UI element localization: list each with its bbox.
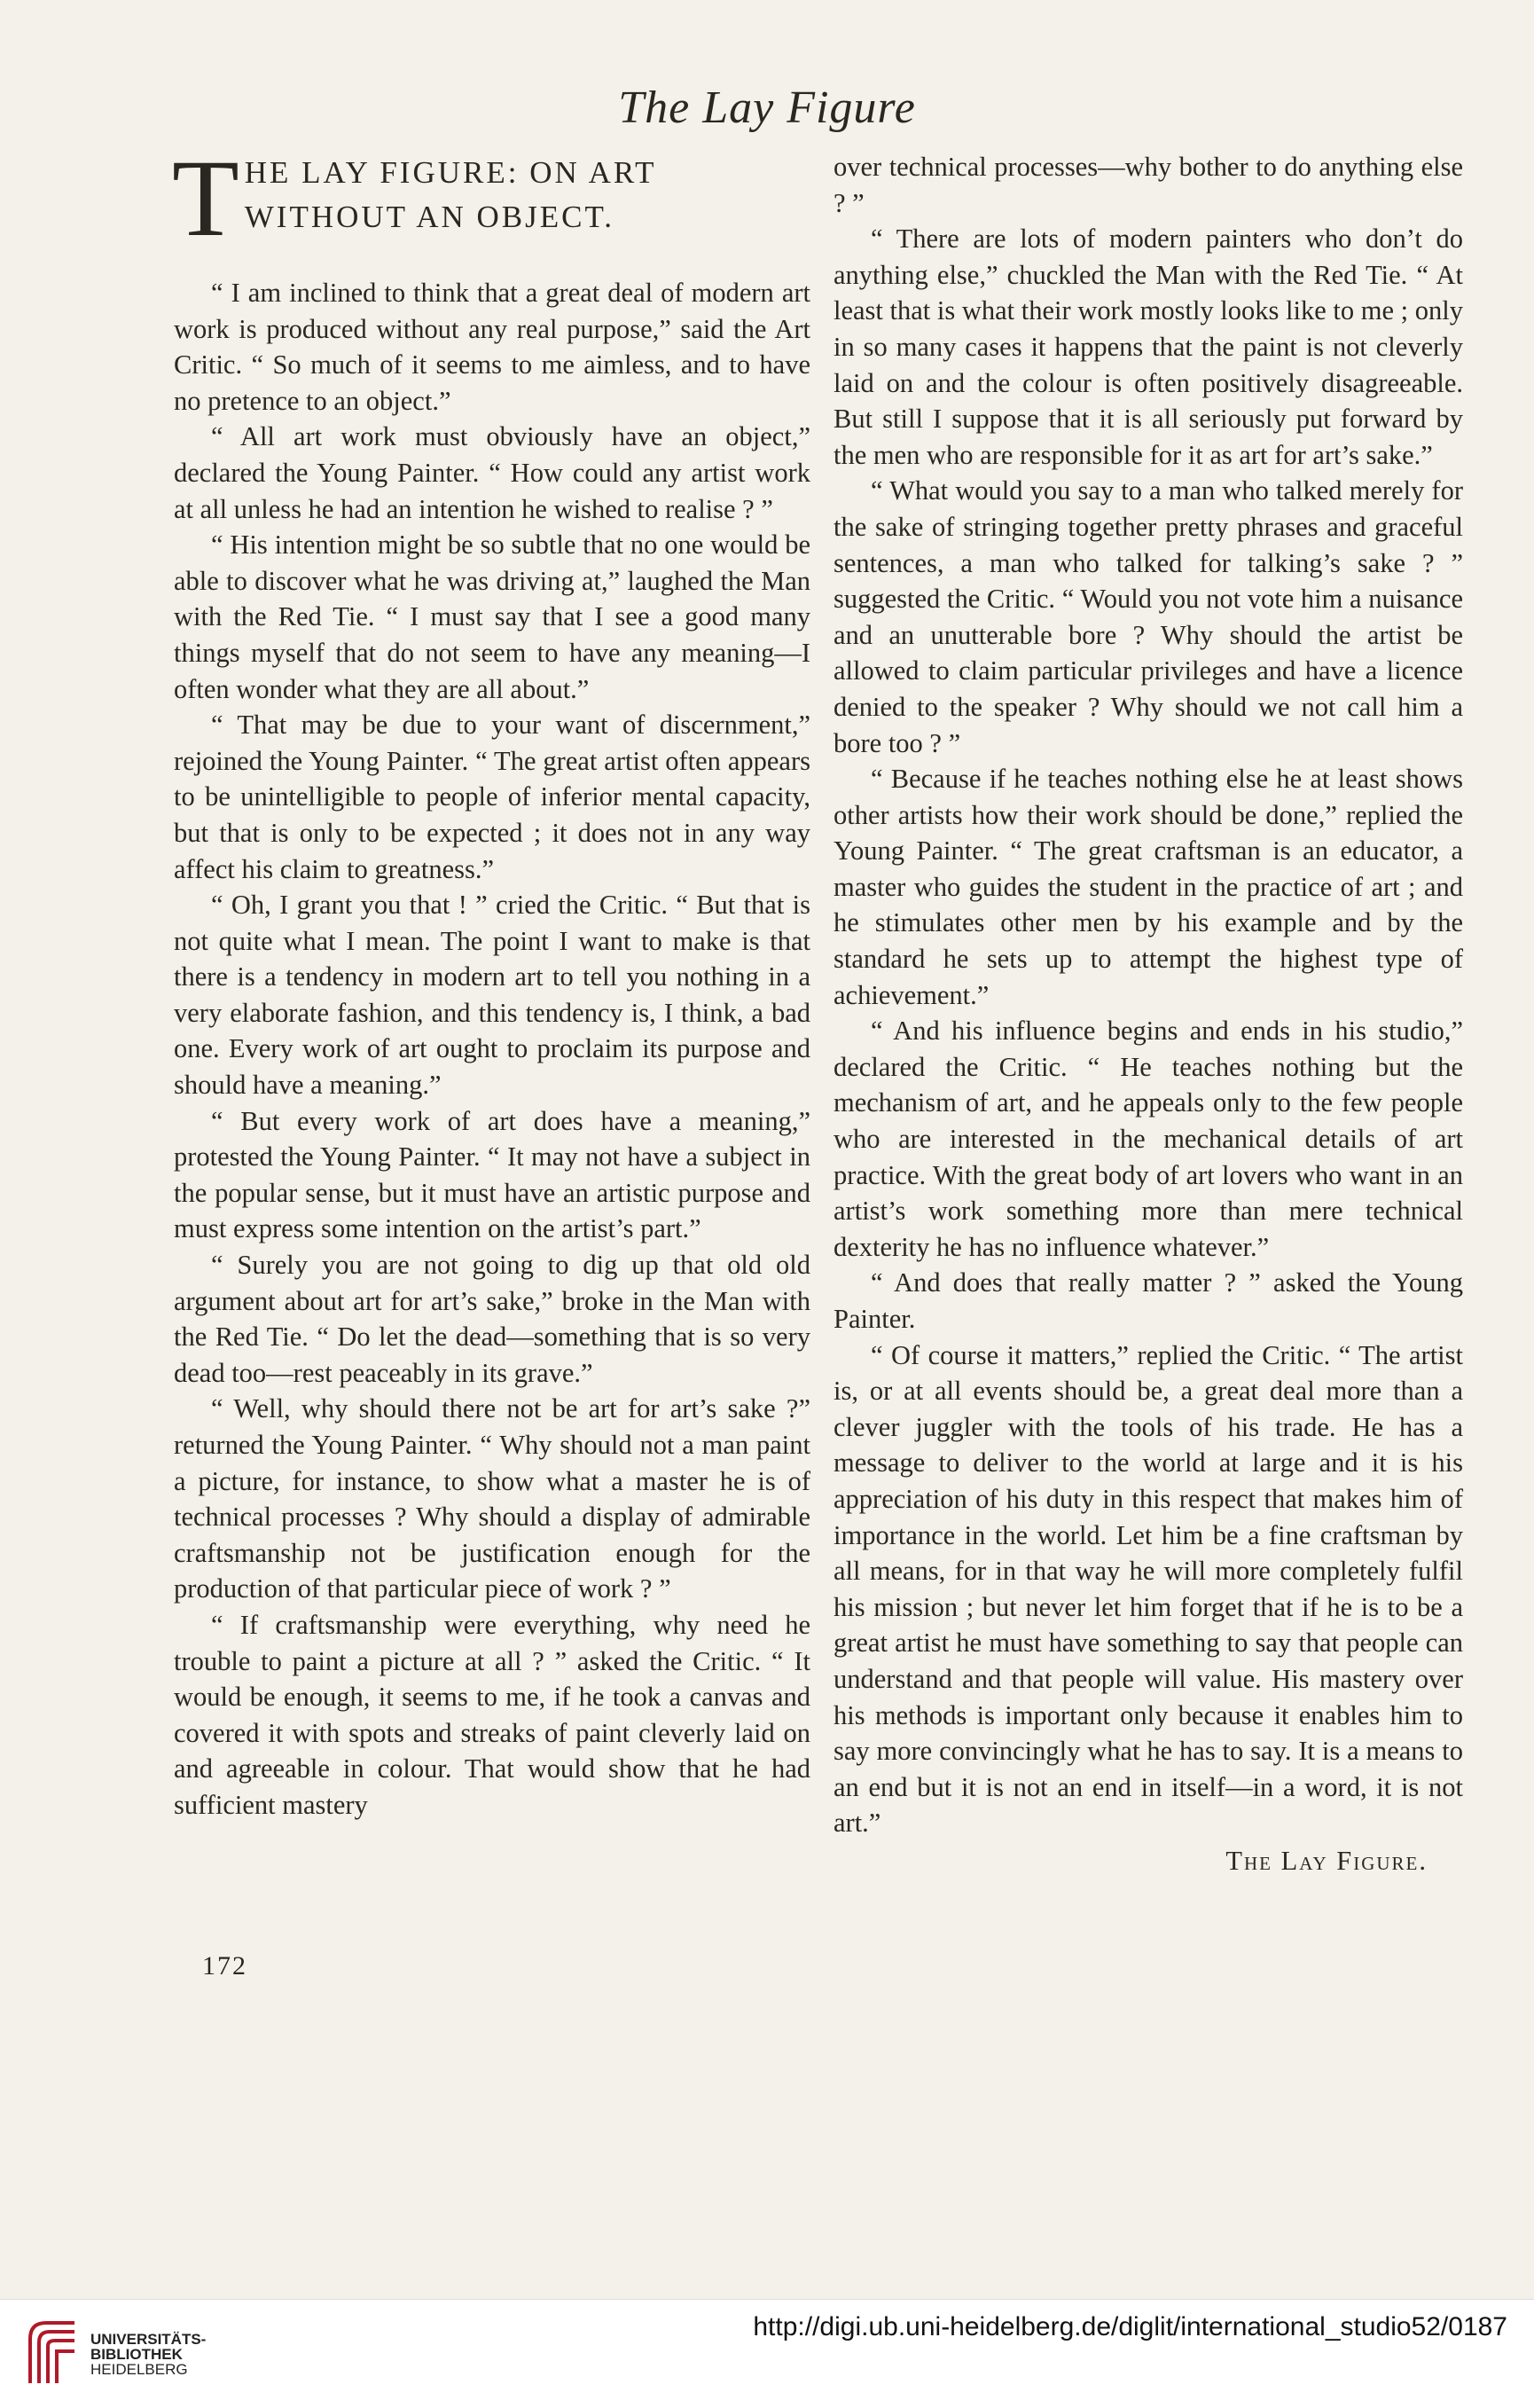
paragraph: “ And his influence begins and ends in his studio,” declared the Critic. “ He teaches nothing but the mechanism of art, and he appeals only to the few people who are interested in the mechanical details of art practice. With the great body of art lovers who want in an artist’s work something more than mere technical dexterity he has no influence whatever.” [834, 1016, 1463, 1262]
source-url-link[interactable]: http://digi.ub.uni-heidelberg.de/diglit/international_studio52/0187 [753, 2312, 1507, 2341]
paragraph: “ I am inclined to think that a great deal of modern art work is produced without any real purpose,” said the Art Critic. “ So much of it seems to me aimless, and to have no pretence to an object.” [174, 278, 810, 416]
paragraph: “ But every work of art does have a meaning,” protested the Young Painter. “ It may not have a subject in the popular sense, but it must have an artistic purpose and must express some intention on the artist’s part.” [174, 1105, 810, 1244]
signature: The Lay Figure. [1225, 1845, 1428, 1876]
heading-line-2: WITHOUT AN OBJECT. [244, 200, 615, 234]
paragraph: “ Because if he teaches nothing else he at least shows other artists how their work should be done,” replied the Young Painter. “ The great craftsman is an educator, a master who guides the student in the practice of art ; and he stimulates other men by his example and by the standard he sets up to attempt the highest type of achievement.” [834, 764, 1463, 1010]
paragraph: “ If craftsmanship were everything, why need he trouble to paint a picture at all ? ” asked the Critic. “ It would be enough, it seems to me, if he took a canvas and covered it with spots and streaks of paint cleverly laid on and agreeable in colour. That would show that he had sufficient mastery [174, 1609, 810, 1820]
paragraph: “ And does that really matter ? ” asked the Young Painter. [834, 1267, 1463, 1334]
paragraph: “ His intention might be so subtle that no one would be able to discover what he was driving at,” laughed the Man with the Red Tie. “ I must say that I see a good many things myself that do not seem to have any meaning—I often wonder what they are all about.” [174, 529, 810, 704]
drop-cap: T [172, 137, 239, 259]
paragraph: “ What would you say to a man who talked merely for the sake of stringing together pretty phrases and graceful sentences, a man who talked for talking’s sake ? ” suggested the Critic. “ Would you not vote him a nuisance and an unutterable bore ? Why should the artist be allowed to claim particular privileges and have a licence denied to the speaker ? Why should we not call him a bore too ? ” [834, 475, 1463, 758]
paragraph: “ Well, why should there not be art for art’s sake ?” returned the Young Painter. “ Why should not a man paint a picture, for instance, to show what a master he is of technical processes ? Why should a display of admirable craftsmanship not be justification enough for the production of that particular piece of work ? ” [174, 1393, 810, 1604]
page-number: 172 [202, 1951, 247, 1981]
paragraph: “ Of course it matters,” replied the Critic. “ The artist is, or at all events should be, a great deal more than a clever juggler with the tools of his trade. He has a message to deliver to the world at large and it is his appreciation of his duty in this respect that makes him of importance in the world. Let him be a fine craftsman by all means, for in that way he will more completely fulfil his mission ; but never let him forget that if he is to be a great artist he must have something to say that people can understand and that people will value. His mastery over his methods is important only because it enables him to say more convincingly what he has to say. It is a means to an end but it is not an end in itself—in a word, it is not art.” [834, 1339, 1463, 1839]
paragraph: “ Surely you are not going to dig up that old old argument about art for art’s sake,” broke in the Man with the Red Tie. “ Do let the dead—something that is so very dead too—rest peaceably in its grave.” [174, 1250, 810, 1388]
paragraph-continuation: over technical processes—why bother to do anything else ? ” [834, 152, 1463, 218]
footer-bar [0, 2299, 1534, 2408]
article-heading [172, 137, 810, 259]
left-column [172, 137, 810, 1824]
page-title: The Lay Figure [618, 82, 916, 133]
paragraph: “ That may be due to your want of discernment,” rejoined the Young Painter. “ The great artist often appears to be unintelligible to people of inferior mental capacity, but that is only to be expected ; it does not in any way affect his claim to greatness.” [174, 710, 810, 884]
library-name: UNIVERSITÄTS- BIBLIOTHEK HEIDELBERG [90, 2331, 207, 2378]
heading-line-1: HE LAY FIGURE: ON ART [244, 155, 657, 190]
library-logo-icon [21, 2312, 85, 2392]
paragraph: “ Oh, I grant you that ! ” cried the Critic. “ But that is not quite what I mean. The point I want to make is that there is a tendency in modern art to tell you nothing in a very elaborate fashion, and this tendency is, I think, a bad one. Every work of art ought to proclaim its purpose and should have a meaning.” [174, 890, 810, 1101]
paragraph: “ There are lots of modern painters who don’t do anything else,” chuckled the Man with the Red Tie. “ At least that is what their work mostly looks like to me ; only in so many cases it happens that the paint is not cleverly laid on and the colour is often positively disagreeable. But still I suppose that it is all seriously put forward by the men who are responsible for it as art for art’s sake.” [834, 224, 1463, 470]
paragraph: “ All art work must obviously have an object,” declared the Young Painter. “ How could any artist work at all unless he had an intention he wished to realise ? ” [174, 421, 810, 524]
right-column [834, 149, 1463, 1879]
